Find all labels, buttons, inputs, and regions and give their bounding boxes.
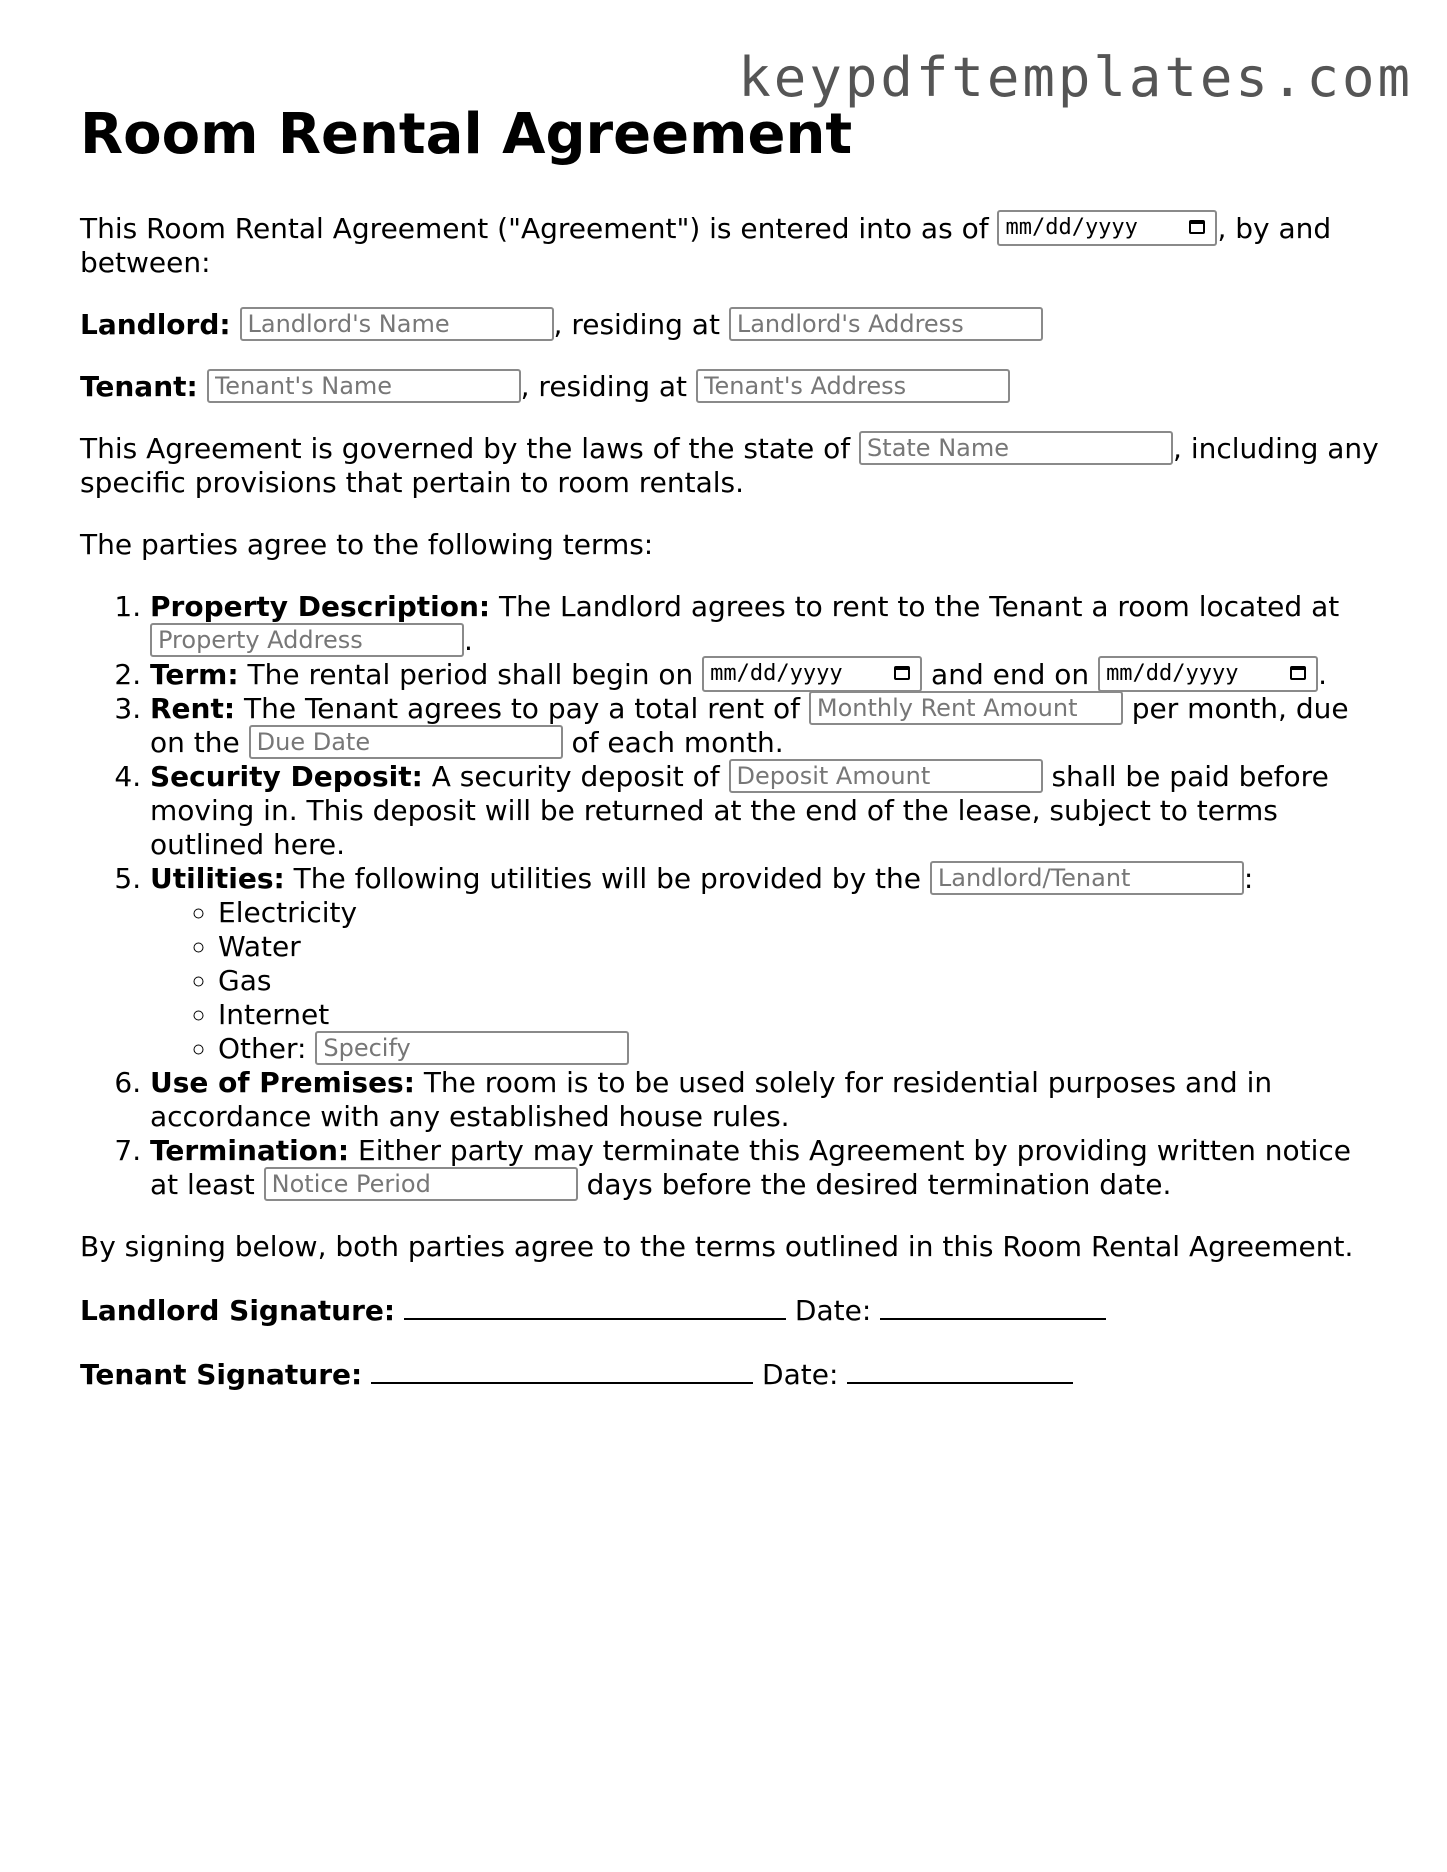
date-placeholder: mm/dd/yyyy — [1005, 215, 1138, 240]
term-term — [150, 658, 1380, 692]
other-utility-input[interactable] — [315, 1031, 629, 1065]
intro-text: This Room Rental Agreement ("Agreement") is entered into as of — [80, 212, 998, 245]
utilities-text: The following utilities will be provided by the — [284, 862, 930, 895]
landlord-signature-blank[interactable] — [404, 1292, 786, 1320]
governing-paragraph — [80, 432, 1380, 500]
terms-intro: The parties agree to the following terms: — [80, 528, 654, 561]
property-label: Property Description: — [150, 590, 491, 623]
tenant-signature-line — [80, 1356, 1380, 1392]
term-mid-text: and end on — [922, 658, 1099, 691]
rent-label: Rent: — [150, 692, 236, 725]
end-date-input[interactable] — [1098, 656, 1318, 692]
term-end: . — [1318, 658, 1327, 691]
term-utilities — [150, 862, 1380, 1066]
tenant-date-label: Date: — [762, 1358, 839, 1391]
tenant-residing-text: , residing at — [520, 370, 696, 403]
utilities-end: : — [1243, 862, 1254, 895]
rent-amount-input[interactable] — [809, 691, 1123, 725]
term-property — [150, 590, 1380, 658]
other-label: Other: — [218, 1032, 316, 1065]
start-date-input[interactable] — [702, 656, 922, 692]
tenant-name-input[interactable] — [207, 369, 521, 403]
term-rent — [150, 692, 1380, 760]
termination-end-text: days before the desired termination date. — [577, 1168, 1172, 1201]
landlord-date-label: Date: — [794, 1294, 872, 1327]
tenant-date-blank[interactable] — [847, 1356, 1073, 1384]
watermark: keypdftemplates.com — [738, 46, 1413, 109]
property-text: The Landlord agrees to rent to the Tenant a room located at — [490, 590, 1340, 623]
landlord-line — [80, 308, 1380, 342]
tenant-signature-blank[interactable] — [371, 1356, 753, 1384]
term-label: Term: — [150, 658, 239, 691]
termination-label: Termination: — [150, 1134, 350, 1167]
date-placeholder: mm/dd/yyyy — [710, 661, 843, 686]
calendar-icon[interactable] — [1290, 666, 1306, 680]
landlord-residing-text: , residing at — [553, 308, 729, 341]
document-title: Room Rental Agreement — [80, 102, 853, 167]
deposit-text: A security deposit of — [422, 760, 729, 793]
property-address-input[interactable] — [150, 623, 464, 657]
term-text: The rental period shall begin on — [238, 658, 703, 691]
date-placeholder: mm/dd/yyyy — [1106, 661, 1239, 686]
deposit-end-text: shall be paid before moving in. This deposit will be returned at the end of the lease, subject to terms outlined here. — [150, 760, 1329, 861]
rent-mid-text: per month, due on the — [150, 692, 1349, 759]
intro-text-end: , by and between: — [80, 212, 1332, 279]
tenant-address-input[interactable] — [696, 369, 1010, 403]
landlord-signature-label: Landlord Signature: — [80, 1294, 396, 1327]
intro-paragraph — [80, 212, 1380, 280]
utility-item: ◦ Internet — [218, 998, 1380, 1032]
agreement-date-input[interactable] — [997, 210, 1217, 246]
property-end: . — [464, 624, 473, 657]
terms-list — [80, 590, 1380, 1202]
deposit-amount-input[interactable] — [729, 759, 1043, 793]
landlord-label: Landlord: — [80, 308, 231, 341]
utilities-label: Utilities: — [150, 862, 285, 895]
utilities-provider-input[interactable] — [930, 861, 1244, 895]
landlord-name-input[interactable] — [240, 307, 554, 341]
use-label: Use of Premises: — [150, 1066, 415, 1099]
state-name-input[interactable] — [859, 431, 1173, 465]
rent-text: The Tenant agrees to pay a total rent of — [235, 692, 809, 725]
closing-paragraph: By signing below, both parties agree to the terms outlined in this Room Rental Agreement. — [80, 1230, 1354, 1263]
term-deposit — [150, 760, 1380, 862]
termination-text: Either party may terminate this Agreement by providing written notice at least — [150, 1134, 1352, 1201]
governing-text-end: , including any specific provisions that pertain to room rentals. — [80, 432, 1379, 499]
utility-item: ◦ Electricity — [218, 896, 1380, 930]
tenant-line — [80, 370, 1380, 404]
tenant-label: Tenant: — [80, 370, 198, 403]
utility-item: ◦ Gas — [218, 964, 1380, 998]
landlord-address-input[interactable] — [729, 307, 1043, 341]
use-text: The room is to be used solely for residential purposes and in accordance with any established house rules. — [150, 1066, 1273, 1133]
notice-period-input[interactable] — [264, 1167, 578, 1201]
deposit-label: Security Deposit: — [150, 760, 423, 793]
governing-text: This Agreement is governed by the laws of the state of — [80, 432, 860, 465]
landlord-date-blank[interactable] — [880, 1292, 1106, 1320]
term-termination — [150, 1134, 1380, 1202]
utility-item: ◦ Water — [218, 930, 1380, 964]
calendar-icon[interactable] — [1189, 220, 1205, 234]
calendar-icon[interactable] — [894, 666, 910, 680]
utility-item-other — [218, 1032, 1380, 1066]
tenant-signature-label: Tenant Signature: — [80, 1358, 363, 1391]
rent-end-text: of each month. — [562, 726, 784, 759]
utilities-list — [150, 896, 1380, 1066]
document — [80, 100, 1380, 1420]
term-use — [150, 1066, 1380, 1134]
due-date-input[interactable] — [249, 725, 563, 759]
landlord-signature-line — [80, 1292, 1380, 1328]
